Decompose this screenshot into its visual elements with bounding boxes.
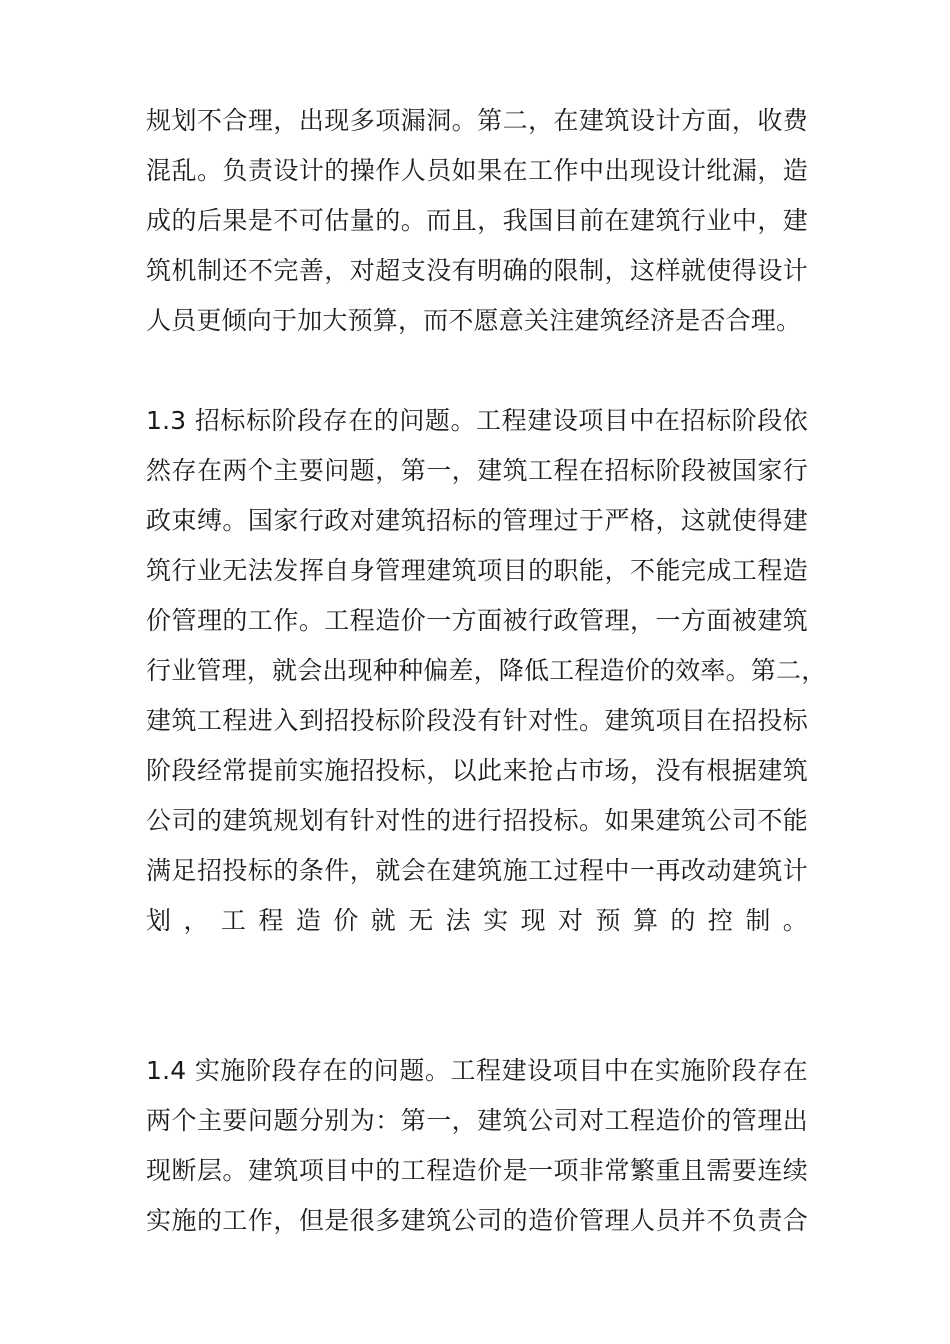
paragraph-1 <box>146 96 808 346</box>
text-line: 阶段经常提前实施招投标，以此来抢占市场，没有根据建筑 <box>146 756 808 785</box>
text-line: 规划不合理，出现多项漏洞。第二，在建筑设计方面，收费 <box>146 106 808 135</box>
text-line: 筑行业无法发挥自身管理建筑项目的职能，不能完成工程造 <box>146 556 808 585</box>
section-heading-line: 1.3 招标标阶段存在的问题。工程建设项目中在招标阶段依 <box>146 406 808 435</box>
text-line <box>146 946 808 996</box>
text-line: 价管理的工作。工程造价一方面被行政管理，一方面被建筑 <box>146 606 808 635</box>
text-line: 筑机制还不完善，对超支没有明确的限制，这样就使得设计 <box>146 256 808 285</box>
text-line: 实施的工作，但是很多建筑公司的造价管理人员并不负责合 <box>146 1206 808 1235</box>
text-line: 成的后果是不可估量的。而且，我国目前在建筑行业中，建 <box>146 206 808 235</box>
paragraph-section-1-4 <box>146 1046 808 1246</box>
text-line: 满足招投标的条件，就会在建筑施工过程中一再改动建筑计 <box>146 856 808 885</box>
text-line: 划，工程造价就无法实现对预算的控制。 <box>146 906 808 935</box>
document-body <box>146 96 827 1246</box>
text-line: 行业管理，就会出现种种偏差，降低工程造价的效率。第二， <box>146 656 827 685</box>
text-line: 建筑工程进入到招投标阶段没有针对性。建筑项目在招投标 <box>146 706 808 735</box>
text-line: 两个主要问题分别为：第一，建筑公司对工程造价的管理出 <box>146 1106 808 1135</box>
text-line: 混乱。负责设计的操作人员如果在工作中出现设计纰漏，造 <box>146 156 808 185</box>
section-heading-line: 1.4 实施阶段存在的问题。工程建设项目中在实施阶段存在 <box>146 1056 808 1085</box>
text-line: 然存在两个主要问题，第一，建筑工程在招标阶段被国家行 <box>146 456 808 485</box>
text-line: 现断层。建筑项目中的工程造价是一项非常繁重且需要连续 <box>146 1156 808 1185</box>
text-line: 政束缚。国家行政对建筑招标的管理过于严格，这就使得建 <box>146 506 808 535</box>
text-line: 人员更倾向于加大预算，而不愿意关注建筑经济是否合理。 <box>146 306 802 335</box>
text-line: 公司的建筑规划有针对性的进行招投标。如果建筑公司不能 <box>146 806 808 835</box>
paragraph-section-1-3 <box>146 396 827 996</box>
paragraph-gap <box>146 996 808 1046</box>
paragraph-gap <box>146 346 808 396</box>
